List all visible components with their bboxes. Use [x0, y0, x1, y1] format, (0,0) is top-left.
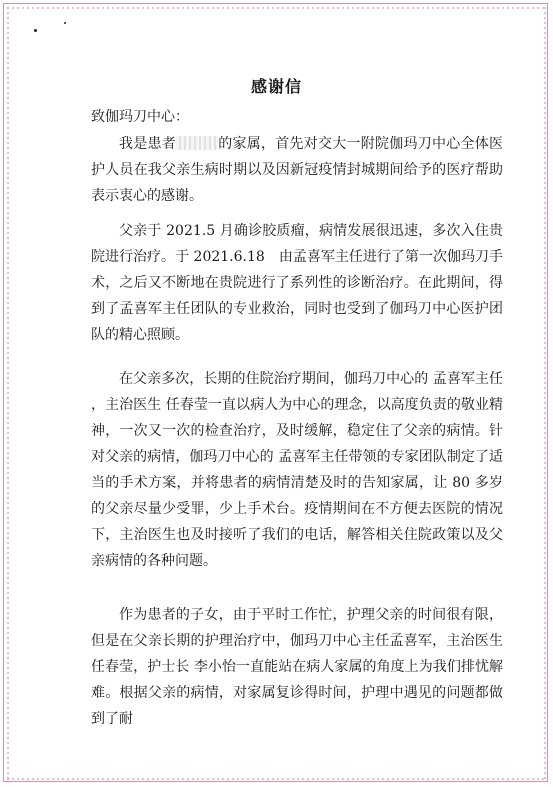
paragraph-3: 在父亲多次，长期的住院治疗期间，伽玛刀中心的 孟喜军主任 ，主治医生 任春莹一直以病人为中心的理念，以高度负责的敬业精神，一次又一次的检查治疗，及时缓解，稳定住了父亲的病情。针对父亲的病情，伽玛刀中心的 孟喜军主任带领的专家团队制定了适当的手术方案，并将患者的病情清楚及时的告知家属，让 80 多岁的父亲尽量少受罪，少上手术台。疫情期间在不方便去医院的情况下，主治医生也及时接听了我们的电话，解答相关住院政策以及父亲病情的各种问题。: [91, 371, 503, 569]
paragraph-1-text-end: 的家属，首先对交大一附院伽玛刀中心全体医护人员在我父亲生病时期以及因新冠疫情封城期间给予的医疗帮助表示衷心的感谢。: [91, 136, 503, 204]
paragraph-4: 作为患者的子女，由于平时工作忙，护理父亲的时间很有限，但是在父亲长期的护理治疗中，伽玛刀中心主任孟喜军，主治医生 任春莹，护士长 李小怡一直能站在病人家属的角度上为我们排忧解难。根据父亲的病情，对家属复诊得时间，护理中遇见的问题都做到了耐: [91, 607, 503, 727]
paragraph-2: 父亲于 2021.5 月确诊胶质瘤，病情发展很迅速，多次入住贵院进行治疗。于 2021.6.18 由孟喜军主任进行了第一次伽玛刀手术，之后又不断地在贵院进行了系列性的诊断治疗。在此期间，得到了孟喜军主任团队的专业救治，同时也受到了伽玛刀中心医护团队的精心照顾。: [91, 223, 503, 343]
paragraph-1-text-start: 我是患者: [119, 136, 176, 152]
paragraph-1: [91, 131, 503, 209]
scan-speck: [64, 22, 66, 24]
scan-speck: [34, 29, 37, 32]
redacted-name: [176, 136, 218, 150]
letter-title: 感谢信: [250, 77, 302, 96]
letter-salutation: 致伽玛刀中心：: [91, 109, 189, 125]
